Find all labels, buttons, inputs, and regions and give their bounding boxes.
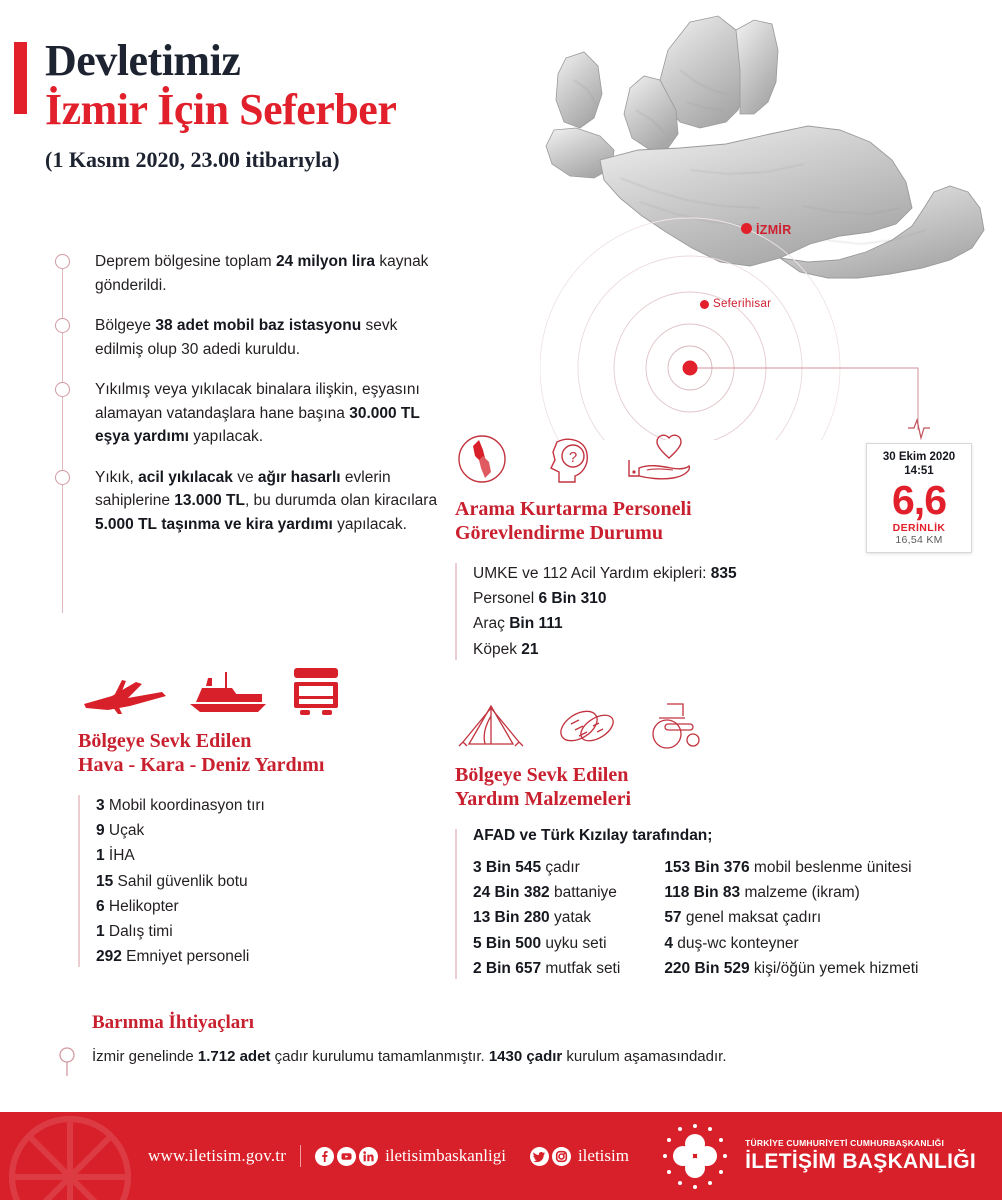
body-text: kaynak gönderildi. (95, 253, 429, 294)
list-item-label: Dalış timi (104, 922, 173, 940)
epicenter-connector (690, 368, 918, 430)
list-item-value: 835 (710, 565, 737, 583)
linkedin-icon[interactable] (359, 1147, 378, 1166)
list-item-label: Mobil koordinasyon tırı (104, 797, 265, 815)
izmir-relief-map (540, 10, 1002, 440)
quake-magnitude: 6,6 (892, 476, 946, 523)
materials-list (455, 827, 1000, 981)
list-item-label: yatak (549, 909, 592, 927)
shelter-text (92, 1046, 965, 1067)
wheelchair-icon (645, 700, 707, 750)
header-accent-bar (14, 42, 27, 114)
emphasis-text: 1.712 adet (197, 1048, 271, 1065)
timeline-dot-icon (55, 254, 70, 269)
list-item (96, 843, 408, 868)
izmir-city-dot (741, 223, 752, 234)
shelter-section (45, 1012, 965, 1067)
emphasis-text: 30.000 TL eşya yardımı (95, 404, 420, 446)
materials-column-right (664, 855, 918, 981)
body-text: kurulum aşamasındadır. (562, 1048, 727, 1065)
list-item-value: 5 Bin 500 (473, 934, 542, 952)
list-item (96, 818, 408, 843)
logo-text-main: İLETİŞİM BAŞKANLIĞI (745, 1150, 976, 1174)
bread-icon (553, 702, 619, 750)
timeline-dot-icon (55, 470, 70, 485)
air-land-sea-icons (78, 660, 408, 716)
list-item (664, 905, 918, 930)
emphasis-text: acil yıkılacak (138, 468, 233, 486)
timeline-bullets (45, 250, 445, 553)
list-item (473, 931, 620, 956)
list-item (473, 956, 620, 981)
quake-date: 30 Ekim 2020 (882, 451, 956, 463)
body-text: sevk edilmiş olup 30 adedi kuruldu. (95, 317, 398, 358)
list-item-label: battaniye (549, 884, 617, 902)
footer-handle-2[interactable]: iletisim (577, 1146, 629, 1165)
materials-subtitle: AFAD ve Türk Kızılay tarafından; (473, 827, 713, 845)
epicenter-marker (683, 361, 698, 376)
list-item-value: 2 Bin 657 (473, 959, 542, 977)
aid-materials-section (455, 700, 1000, 981)
body-text: Yıkık, (95, 468, 139, 486)
list-item (664, 956, 918, 981)
list-item-value: 24 Bin 382 (473, 884, 550, 902)
list-item-value: 1 (96, 922, 105, 940)
list-item-value: 6 Bin 310 (538, 590, 607, 608)
timeline-item (45, 378, 445, 449)
izmir-city-label: İZMİR (756, 223, 792, 237)
timeline-item (45, 314, 445, 361)
tent-icon (455, 702, 527, 750)
air-land-sea-list (78, 793, 408, 969)
air-heading-line2: Hava - Kara - Deniz Yardımı (78, 753, 325, 776)
emphasis-text: 38 adet mobil baz istasyonu (155, 317, 362, 335)
seismograph-glyph (908, 420, 930, 438)
rescue-icons (455, 432, 855, 484)
list-item-value: 220 Bin 529 (664, 959, 750, 977)
logo-text-top: TÜRKİYE CUMHURİYETİ CUMHURBAŞKANLIĞI (745, 1137, 945, 1148)
body-text: Deprem bölgesine toplam (95, 253, 276, 270)
list-item-value: 15 (96, 872, 114, 890)
earthquake-info-box (866, 443, 972, 553)
list-item-label: mutfak seti (541, 959, 621, 977)
footer-handle-1[interactable]: iletisimbaskanligi (385, 1146, 506, 1165)
list-item-value: 57 (664, 909, 682, 927)
airplane-icon (78, 672, 170, 716)
list-item-label: Emniyet personeli (121, 947, 250, 965)
facebook-icon[interactable] (315, 1147, 334, 1166)
list-item-label: kişi/öğün yemek hizmeti (749, 959, 919, 977)
seferihisar-city-label: Seferihisar (713, 298, 772, 310)
emphasis-text: 13.000 TL (174, 492, 245, 510)
list-item-label: Uçak (104, 822, 145, 840)
quake-time: 14:51 (904, 465, 934, 478)
list-item-label: Personel (473, 590, 539, 608)
helping-hands-icon (455, 434, 513, 484)
truck-icon (288, 666, 344, 716)
materials-heading (455, 764, 1000, 811)
air-land-sea-section (78, 660, 408, 969)
timeline-item (45, 250, 445, 297)
list-item-label: uyku seti (541, 934, 607, 952)
rescue-heading-line1: Arama Kurtarma Personeli (455, 498, 692, 520)
body-text: yapılacak. (332, 515, 407, 533)
body-text: İzmir genelinde (92, 1048, 198, 1065)
list-item (473, 880, 620, 905)
list-item (473, 637, 855, 662)
rescue-heading-line2: Görevlendirme Durumu (455, 521, 663, 544)
list-item (473, 905, 620, 930)
emphasis-text: taşınma ve kira yardımı (161, 515, 333, 533)
timeline-item-text (95, 314, 445, 361)
body-text: , bu durumda olan kiracılara (244, 492, 438, 510)
timeline-item (45, 466, 445, 537)
list-item-value: 4 (664, 934, 673, 952)
list-item (664, 880, 918, 905)
emphasis-text: 1430 çadır (488, 1048, 563, 1065)
timeline-item-text (95, 250, 445, 297)
boat-icon (186, 672, 272, 716)
list-item-value: 6 (96, 897, 105, 915)
list-item-value: 118 Bin 83 (664, 884, 741, 902)
list-item-label: malzeme (ikram) (740, 884, 860, 902)
seferihisar-city-dot (700, 300, 709, 309)
body-text: evlerin sahiplerine (95, 468, 391, 510)
timeline-dot-icon (55, 382, 70, 397)
timeline-item-text (95, 466, 445, 537)
list-item-value: 1 (96, 847, 105, 865)
footer-url[interactable]: www.iletisim.gov.tr (148, 1146, 287, 1165)
shelter-row (45, 1046, 965, 1067)
footer-logo-group (659, 1120, 976, 1192)
list-item-value: 3 Bin 545 (473, 859, 542, 877)
list-item (473, 611, 855, 636)
rescue-list (455, 561, 855, 661)
air-land-sea-heading (78, 730, 408, 777)
rescue-personnel-section (455, 432, 855, 662)
list-item-label: genel maksat çadırı (681, 909, 822, 927)
emphasis-text: 5.000 TL (95, 515, 158, 533)
page-title-line2: İzmir İçin Seferber (45, 84, 397, 134)
instagram-icon[interactable] (552, 1147, 571, 1166)
list-item (473, 586, 855, 611)
list-item-label: duş-wc konteyner (672, 934, 799, 952)
list-item-label: Araç (473, 615, 510, 633)
quake-depth-label: DERİNLİK (892, 522, 946, 535)
head-question-icon (539, 434, 597, 484)
list-item (96, 894, 408, 919)
list-item-label: mobil beslenme ünitesi (749, 859, 912, 877)
footer-social-group-2 (530, 1146, 629, 1166)
footer-social-group-1 (315, 1146, 506, 1166)
materials-heading-line2: Yardım Malzemeleri (455, 787, 632, 810)
list-item-label: çadır (541, 859, 580, 877)
list-item (473, 855, 620, 880)
list-item (96, 919, 408, 944)
svg-text:?: ? (568, 449, 578, 466)
footer-left (148, 1145, 629, 1167)
materials-heading-line1: Bölgeye Sevk Edilen (455, 764, 629, 786)
list-item-label: Köpek (473, 640, 522, 658)
map-pin-icon (57, 1046, 77, 1078)
hand-heart-icon (623, 434, 695, 484)
footer-divider (300, 1145, 301, 1167)
list-item-label: UMKE ve 112 Acil Yardım ekipleri: (473, 565, 711, 583)
map-landmass (546, 16, 984, 278)
list-item-label: İHA (104, 847, 135, 865)
list-item (96, 793, 408, 818)
header (45, 38, 565, 173)
rescue-heading (455, 498, 855, 545)
list-item-value: 13 Bin 280 (473, 909, 550, 927)
presidency-rosette-logo (659, 1120, 731, 1192)
youtube-icon[interactable] (337, 1147, 356, 1166)
list-item-value: Bin 111 (509, 615, 563, 633)
list-item (664, 855, 918, 880)
body-text: Bölgeye (95, 317, 156, 335)
shelter-heading: Barınma İhtiyaçları (92, 1012, 255, 1033)
list-item-value: 9 (96, 822, 105, 840)
list-item (473, 561, 855, 586)
twitter-icon[interactable] (530, 1147, 549, 1166)
list-item (96, 869, 408, 894)
body-text: yapılacak. (188, 428, 264, 446)
body-text: çadır kurulumu tamamlanmıştır. (270, 1048, 489, 1065)
list-item-label: Helikopter (104, 897, 179, 915)
list-item-value: 3 (96, 797, 105, 815)
list-item-value: 21 (521, 640, 539, 658)
list-item-value: 153 Bin 376 (664, 859, 750, 877)
materials-column-left (473, 855, 620, 981)
body-text: Yıkılmış veya yıkılacak binalara ilişkin, eşyasını alamayan vatandaşlara hane başına (95, 381, 420, 422)
timeline-item-text (95, 378, 445, 449)
materials-icons (455, 700, 1000, 750)
list-item (664, 931, 918, 956)
list-item (96, 944, 408, 969)
emphasis-text: 24 milyon lira (275, 253, 376, 270)
emphasis-text: ağır hasarlı (257, 468, 341, 486)
timeline-dot-icon (55, 318, 70, 333)
page-title-line1: Devletimiz (45, 36, 241, 85)
list-item-label: Sahil güvenlik botu (113, 872, 248, 890)
air-heading-line1: Bölgeye Sevk Edilen (78, 730, 252, 752)
page-subtitle: (1 Kasım 2020, 23.00 itibarıyla) (45, 147, 340, 173)
body-text: ve (232, 468, 258, 486)
list-item-value: 292 (96, 947, 122, 965)
footer (0, 1112, 1002, 1200)
quake-depth-value: 16,54 KM (895, 534, 943, 547)
